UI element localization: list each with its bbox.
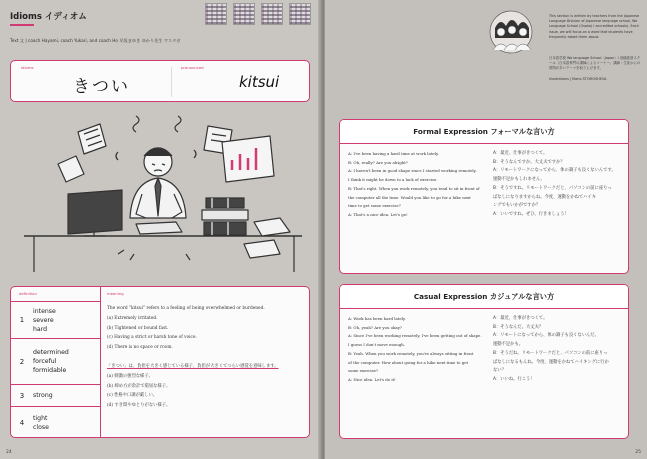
- definition-table: [10, 286, 310, 438]
- meaning-label: meaning: [107, 291, 124, 296]
- dialog-line: some exercise? ない？: [348, 368, 506, 374]
- idiom-romaji: kitsui: [239, 73, 280, 91]
- dialog-line: B: Oh, really? Are you alright? B：そうなんですか。大丈夫ですか？: [348, 159, 565, 165]
- chart-board-icon: [222, 136, 274, 182]
- dialog-line: B: Yeah. When you work remotely, you're always sitting in front B：そうだね。リモートワークだと、パソコンの前に座りっ: [348, 350, 608, 356]
- left-page: [0, 0, 322, 459]
- divider: [171, 67, 172, 97]
- dialog-line: of the computer. How about going for a hike next time to get ぱなしになるもんね。今度、運動をかねてハイキングに行か: [348, 359, 609, 365]
- dialog-line: A: Work has been hard lately. A：最近、仕事がきつくて。: [348, 316, 548, 321]
- definition-label: definition: [19, 291, 37, 296]
- definition-row: 4 tight close: [11, 406, 101, 438]
- idiom-label: idioms: [21, 65, 34, 70]
- right-page: [325, 0, 647, 459]
- dialog-line: I think it might be down to a lack of exercise. 運動不足かもしれません。: [348, 177, 545, 183]
- qr-code-image: [205, 3, 227, 25]
- qr-code-image: [261, 3, 283, 25]
- dialog-line: the computer all the time. Would you like to go for a hike next ぱなしになりますからね。今度、運動をかねてハイキ: [348, 194, 597, 200]
- qr-code-image: [233, 3, 255, 25]
- flying-paper-icon: [58, 156, 84, 182]
- definition-row: 1 intense severe hard: [11, 301, 101, 338]
- dialog-line: A: Since I've been working remotely, I've been getting out of shape. A：リモートになってから、体の調子も良くないんだ。: [348, 333, 599, 339]
- title-underline: [10, 24, 34, 26]
- section-intro: This section is written by teachers from the Japanese Language Division of Japanese language school, Wa Language School (Osaka) I accredited schools). Each issue, we will focus on a word that students have frequently asked them about.: [549, 14, 640, 39]
- computer-monitor-icon: [68, 190, 122, 236]
- casual-expression-dialog: [339, 284, 629, 439]
- definition-row: 2 determined forceful formidable: [11, 338, 101, 384]
- dialog-line: A: That's a nice idea. Let's go! A：いいですね。ぜひ、行きましょう！: [348, 211, 569, 217]
- pronounced-label: pronounced: [181, 65, 204, 70]
- qr-code-image: [289, 3, 311, 25]
- dialog-line: A: I've been having a hard time at work lately. A：最近、仕事がきつくて。: [348, 151, 548, 156]
- meaning-text: The word "kitsui" refers to a feeling of being overwhelmed or burdened. (a) Extremely irritated. (b) Tightened or bound fast. (c) Having a strict or harsh tone of voice. (d) There is no space or room. 「きつい」は、負担を大きく感じている様子、負担が大きくてつらい感覚を意味します。 (a) 刺激の強烈な様子。 (b) 締め方が余計で窮屈な様子。 (c) 性格や口調が厳しい。 (d) すき間やゆとりがない様子。: [107, 306, 279, 409]
- flying-paper-icon: [78, 124, 106, 154]
- dialog-line: A: Nice idea. Let's do it! A：いいね。行こう！: [348, 376, 535, 382]
- illustration-credit: Illustrations | Mario STOMOSHEVA: [549, 77, 607, 81]
- idiom-japanese: きつい: [73, 77, 130, 97]
- formal-expression-dialog: [339, 119, 629, 274]
- page-number: 25: [635, 450, 641, 455]
- keyboard-icon: [136, 222, 182, 234]
- binder-stack-icon: [202, 198, 248, 235]
- casual-expression-title: Casual Expression カジュアルな言い方: [340, 285, 628, 309]
- dialog-line: A: I haven't been in good shape since I started working remotely. A：リモートワークになってから、体の調子も良くないんです。: [348, 168, 616, 174]
- author-credit: Text 文 | coach Hayami, coach Yukari, and coach Ho 早坂まゆき ゆかり先生 ワスタガ: [10, 38, 181, 43]
- definition-row: 3 strong: [11, 384, 101, 406]
- dialog-line: B: Oh, yeah? Are you okay? B：そうなんだ。大丈夫？: [348, 324, 544, 330]
- dialog-line: time to get some exercise? ングでもいかがですか？: [348, 203, 541, 209]
- section-title: Idioms イディオム: [10, 12, 87, 22]
- teachers-portrait-illustration: [481, 10, 541, 55]
- formal-expression-title: Formal Expression フォーマルな言い方: [340, 120, 628, 144]
- page-number: 24: [6, 450, 12, 455]
- section-intro-japanese: 日本語学校 Wa language School（Japan）I 登録経済スクール（日本語専門の講師によるコーナー。講師・生徒からの質問が多いテーマを取り上げます。: [549, 56, 641, 71]
- stressed-worker-illustration: [18, 114, 308, 274]
- dialog-line: I guess I don't move enough. 運動不足かも。: [348, 342, 524, 348]
- person-figure: [130, 148, 186, 218]
- dialog-line: B: That's right. When you work remotely, you tend to sit in front of B：そうですね。リモートワークだと、パソコンの前に座りっ: [348, 185, 612, 191]
- idiom-word-box: [10, 60, 310, 102]
